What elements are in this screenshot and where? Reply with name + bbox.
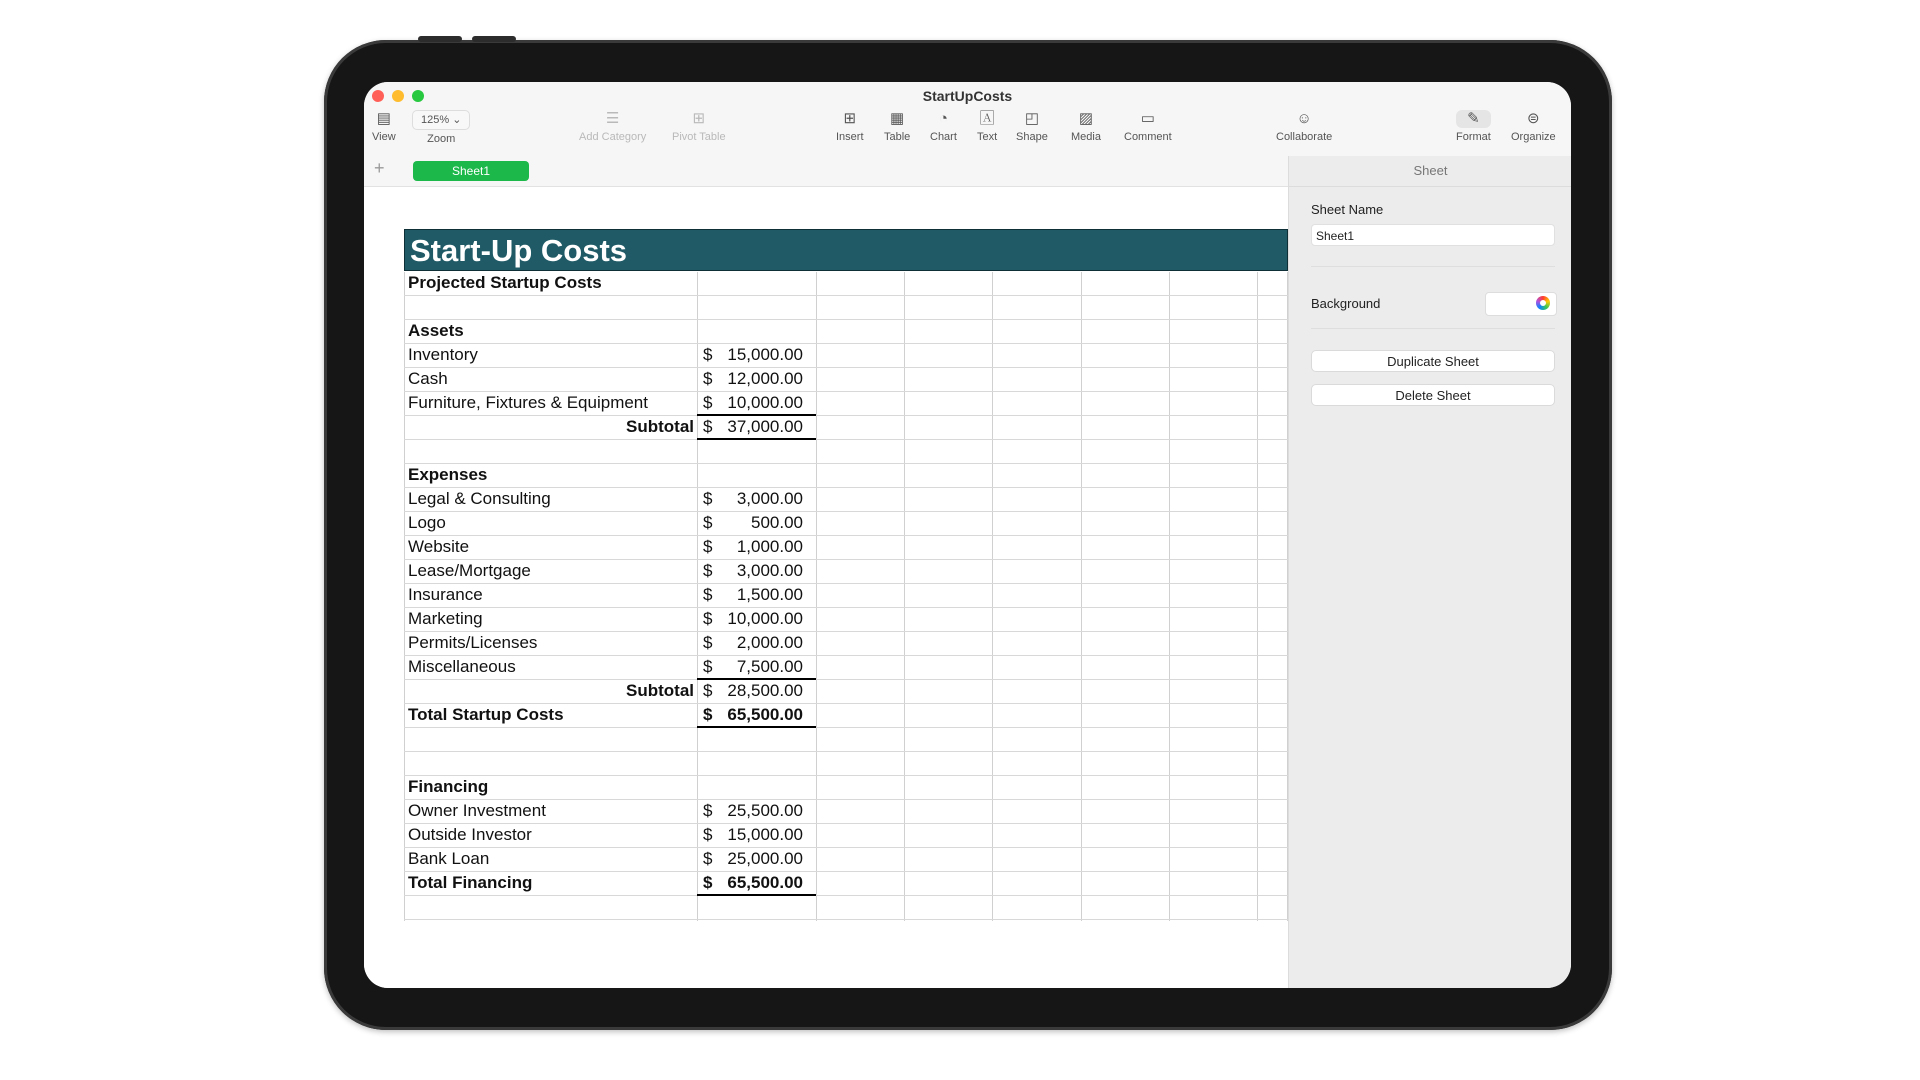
background-label: Background bbox=[1311, 296, 1381, 311]
duplicate-sheet-button[interactable]: Duplicate Sheet bbox=[1311, 350, 1555, 372]
row-label: Inventory bbox=[408, 345, 478, 364]
row-label: Legal & Consulting bbox=[408, 489, 551, 508]
list-icon: ☰ bbox=[605, 110, 620, 127]
divider bbox=[1311, 328, 1555, 329]
title-bar bbox=[364, 82, 1571, 156]
row-label: Permits/Licenses bbox=[408, 633, 538, 652]
row-label: Lease/Mortgage bbox=[408, 561, 531, 580]
inspector-tab-sheet[interactable]: Sheet bbox=[1289, 156, 1571, 187]
chart-icon: ◔ bbox=[938, 110, 948, 127]
sheet-canvas bbox=[364, 187, 1288, 988]
color-wheel-icon[interactable] bbox=[1536, 296, 1550, 310]
delete-sheet-button[interactable]: Delete Sheet bbox=[1311, 384, 1555, 406]
table-title-banner bbox=[404, 229, 1288, 271]
add-category-button[interactable]: ☰ Add Category bbox=[579, 110, 647, 143]
sheet-name-label: Sheet Name bbox=[1311, 202, 1384, 217]
row-label: Owner Investment bbox=[408, 801, 546, 820]
total-financing-label: Total Financing bbox=[408, 873, 533, 892]
background-color-well[interactable] bbox=[1485, 292, 1557, 316]
total-startup-label: Total Startup Costs bbox=[408, 705, 564, 724]
row-label: Marketing bbox=[408, 609, 483, 628]
divider bbox=[1311, 266, 1555, 267]
row-label: Insurance bbox=[408, 585, 483, 604]
row-label: Outside Investor bbox=[408, 825, 532, 844]
view-button[interactable]: ▤ View bbox=[372, 110, 396, 143]
media-icon: ▨ bbox=[1078, 110, 1094, 127]
collaborate-icon: ☺ bbox=[1296, 110, 1312, 127]
text-button[interactable]: 🄰 Text bbox=[977, 110, 998, 143]
organize-button[interactable]: ⊜ Organize bbox=[1511, 110, 1556, 143]
comment-icon: ▭ bbox=[1140, 110, 1155, 127]
insert-icon: ⊞ bbox=[843, 110, 857, 127]
pivot-table-button[interactable]: ⊞ Pivot Table bbox=[672, 110, 726, 143]
total-rule bbox=[697, 726, 816, 728]
chart-button[interactable]: ◔ Chart bbox=[930, 110, 957, 143]
sidebar-icon: ▤ bbox=[376, 110, 391, 127]
format-inspector bbox=[1288, 156, 1571, 988]
subtotal-rule bbox=[697, 438, 816, 440]
row-label: Cash bbox=[408, 369, 448, 388]
row-label: Miscellaneous bbox=[408, 657, 516, 676]
row-label: Bank Loan bbox=[408, 849, 490, 868]
media-button[interactable]: ▨ Media bbox=[1071, 110, 1101, 143]
subtotal-rule bbox=[697, 678, 816, 680]
comment-button[interactable]: ▭ Comment bbox=[1124, 110, 1172, 143]
volume-button bbox=[472, 36, 516, 42]
shape-icon: ◰ bbox=[1024, 110, 1039, 127]
sheet-tab-bar bbox=[364, 156, 1288, 187]
zoom-select[interactable]: 125% ⌄ bbox=[412, 110, 470, 130]
row-label: Website bbox=[408, 537, 470, 556]
pivot-icon: ⊞ bbox=[692, 110, 706, 127]
table-button[interactable]: ▦ Table bbox=[884, 110, 911, 143]
collaborate-button[interactable]: ☺ Collaborate bbox=[1276, 110, 1333, 143]
row-label: Logo bbox=[408, 513, 446, 532]
expenses-header: Expenses bbox=[408, 465, 488, 484]
expenses-subtotal-label: Subtotal bbox=[626, 681, 694, 700]
numbers-window bbox=[364, 82, 1571, 988]
text-icon: 🄰 bbox=[979, 110, 995, 127]
volume-button bbox=[418, 36, 462, 42]
row-label: Furniture, Fixtures & Equipment bbox=[408, 393, 648, 412]
assets-subtotal-label: Subtotal bbox=[626, 417, 694, 436]
assets-header: Assets bbox=[408, 321, 464, 340]
sheet-name-field[interactable]: Sheet1 bbox=[1311, 224, 1555, 246]
format-brush-icon: ✎ bbox=[1456, 110, 1491, 128]
table-icon: ▦ bbox=[890, 110, 905, 127]
add-sheet-button[interactable]: + bbox=[374, 158, 385, 178]
format-button[interactable]: ✎ Format bbox=[1456, 110, 1491, 143]
startup-costs-table[interactable]: Start-Up Costs Projected Startup Costs Assets Inventory $ 15,000.00 Cash $ 12,000.00 Furniture, Fixtures & Equipment $ 10,000.00 Subtotal $ 37,000.00 Expenses Legal & Consulting $ 3,000.00 Logo $ 500.00 Website $ 1,000.00 Lease/Mortgage $ 3,000.00 Insurance $ 1,500.00 Marketing $ 10,000.00 Permits/Licenses $ 2,000.00 Miscellaneous $ 7,500.00 Subtotal $ 28,500.00 Total Startup Costs $ 65,500.00 Financing Owner Investment $ 25,500.00 Outside Investor $ 15,000.00 Bank Loan $ 25,000.00 Total Financing $ 65,500.00 bbox=[404, 229, 1288, 921]
insert-button[interactable]: ⊞ Insert bbox=[836, 110, 864, 143]
table-subtitle: Projected Startup Costs bbox=[408, 273, 602, 292]
window-title: StartUpCosts bbox=[922, 88, 1013, 104]
total-rule bbox=[697, 894, 816, 896]
shape-button[interactable]: ◰ Shape bbox=[1016, 110, 1048, 143]
financing-header: Financing bbox=[408, 777, 489, 796]
tab-sheet1[interactable]: Sheet1 bbox=[413, 161, 529, 181]
subtotal-rule bbox=[697, 414, 816, 416]
organize-icon: ⊜ bbox=[1527, 110, 1540, 127]
zoom-control[interactable]: 125% ⌄ Zoom bbox=[412, 110, 470, 145]
table-title: Start-Up Costs bbox=[410, 233, 628, 268]
